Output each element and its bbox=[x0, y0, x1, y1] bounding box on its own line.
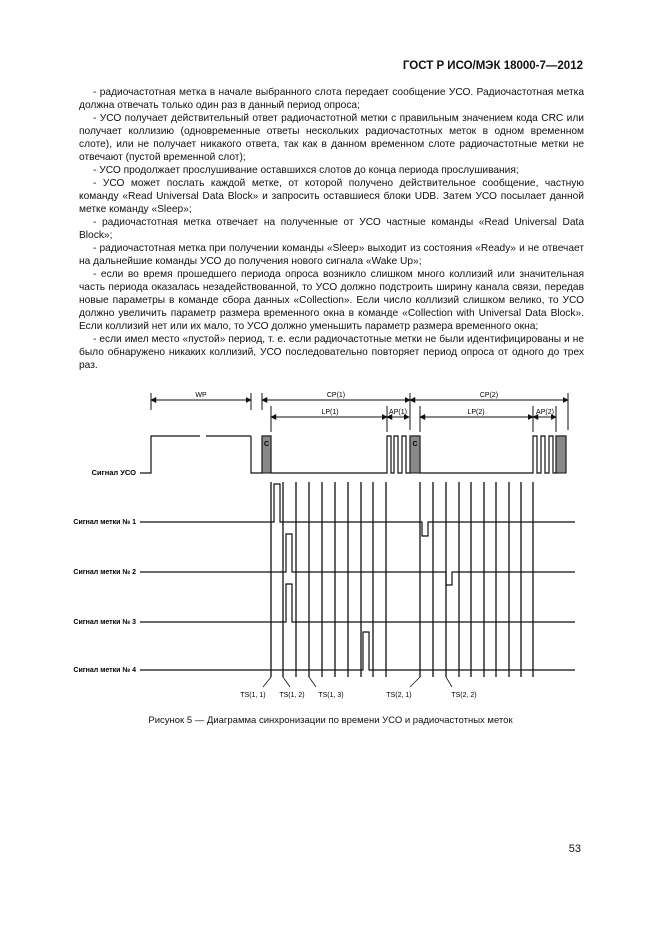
cp2-label: CP(2) bbox=[479, 392, 499, 399]
sleep-block bbox=[556, 436, 566, 473]
lp1-label: LP(1) bbox=[321, 409, 339, 416]
paragraph: - если во время прошедшего периода опроса возникло слишком много коллизий или значительная часть периода оказалась незадействованной, то УСО должно подстроить ширину канала связи, передав новые параметры в команде сбора данных «Collection». Если число коллизий слишком велико, то УСО должно увеличить параметр размера временного окна в команде «Collection with Universal Data Block». Если коллизий нет или их мало, то УСО должно уменьшить параметр размера временного окна; bbox=[79, 269, 584, 332]
cp1-label: CP(1) bbox=[326, 392, 346, 399]
row-label-tag3: Сигнал метки № 3 bbox=[73, 619, 136, 626]
period-dimensions bbox=[151, 393, 568, 432]
paragraph: - УСО получает действительный ответ радиочастотной метки с правильным значением кода CRC или получает коллизию (одновременные ответы нескольких радиочастотных меток в одном временном слоте), или не получает никакого ответа, так как в данном временном слоте радиочастотные метки не отвечают (пустой временной слот); bbox=[79, 113, 584, 163]
paragraph: - радиочастотная метка при получении команды «Sleep» выходит из состояния «Ready» и не отвечает на дальнейшие команды УСО до получения нового сигнала «Wake Up»; bbox=[79, 243, 584, 267]
row-label-uso: Сигнал УСО bbox=[91, 468, 136, 477]
wp-label: WP bbox=[195, 392, 207, 399]
row-label-tag4: Сигнал метки № 4 bbox=[73, 667, 136, 674]
slot-label-ts13: TS(1, 3) bbox=[318, 692, 344, 699]
paragraph: - радиочастотная метка отвечает на полученные от УСО частные команды «Read Universal Data Block»; bbox=[79, 217, 584, 241]
figure-caption: Рисунок 5 — Диаграмма синхронизации по времени УСО и радиочастотных меток bbox=[148, 715, 513, 726]
paragraph: - радиочастотная метка в начале выбранного слота передает сообщение УСО. Радиочастотная метка должна отвечать только один раз в данный период опроса; bbox=[79, 87, 584, 111]
slot-label-ts21: TS(2, 1) bbox=[386, 692, 412, 699]
lp2-label: LP(2) bbox=[467, 409, 485, 416]
ap2-label: AP(2) bbox=[536, 409, 554, 416]
tag4-signal bbox=[140, 632, 575, 670]
row-label-tag2: Сигнал метки № 2 bbox=[73, 569, 136, 576]
slot-grid bbox=[271, 482, 533, 677]
document-header: ГОСТ Р ИСО/МЭК 18000-7—2012 bbox=[402, 60, 583, 72]
tag3-signal bbox=[140, 584, 575, 622]
page-number: 53 bbox=[568, 843, 581, 855]
slot-label-ts12: TS(1, 2) bbox=[279, 692, 305, 699]
slot-label-ts22: TS(2, 2) bbox=[451, 692, 477, 699]
row-label-tag1: Сигнал метки № 1 bbox=[73, 519, 136, 526]
paragraph: - УСО может послать каждой метке, от которой получено действительное сообщение, частную команду «Read Universal Data Block» и запросить оставшиеся блоки UDB. Затем УСО посылает данной метке команду «Sleep»; bbox=[79, 178, 584, 215]
paragraph: - УСО продолжает прослушивание оставшихся слотов до конца периода прослушивания; bbox=[93, 165, 519, 176]
ap1-label: AP(1) bbox=[389, 409, 407, 416]
c-label-2: C bbox=[412, 441, 418, 448]
c-label-1: C bbox=[263, 441, 270, 448]
paragraph: - если имел место «пустой» период, т. е. если радиочастотные метки не были идентифицированы и не было обнаружено никаких коллизий, УСО последовательно повторяет период опроса от одного до трех раз. bbox=[79, 334, 584, 371]
slot-label-leaders bbox=[263, 677, 452, 687]
tag2-signal bbox=[140, 534, 575, 585]
tag1-signal bbox=[140, 484, 575, 536]
slot-label-ts11: TS(1, 1) bbox=[240, 692, 266, 699]
uso-signal bbox=[140, 436, 566, 473]
